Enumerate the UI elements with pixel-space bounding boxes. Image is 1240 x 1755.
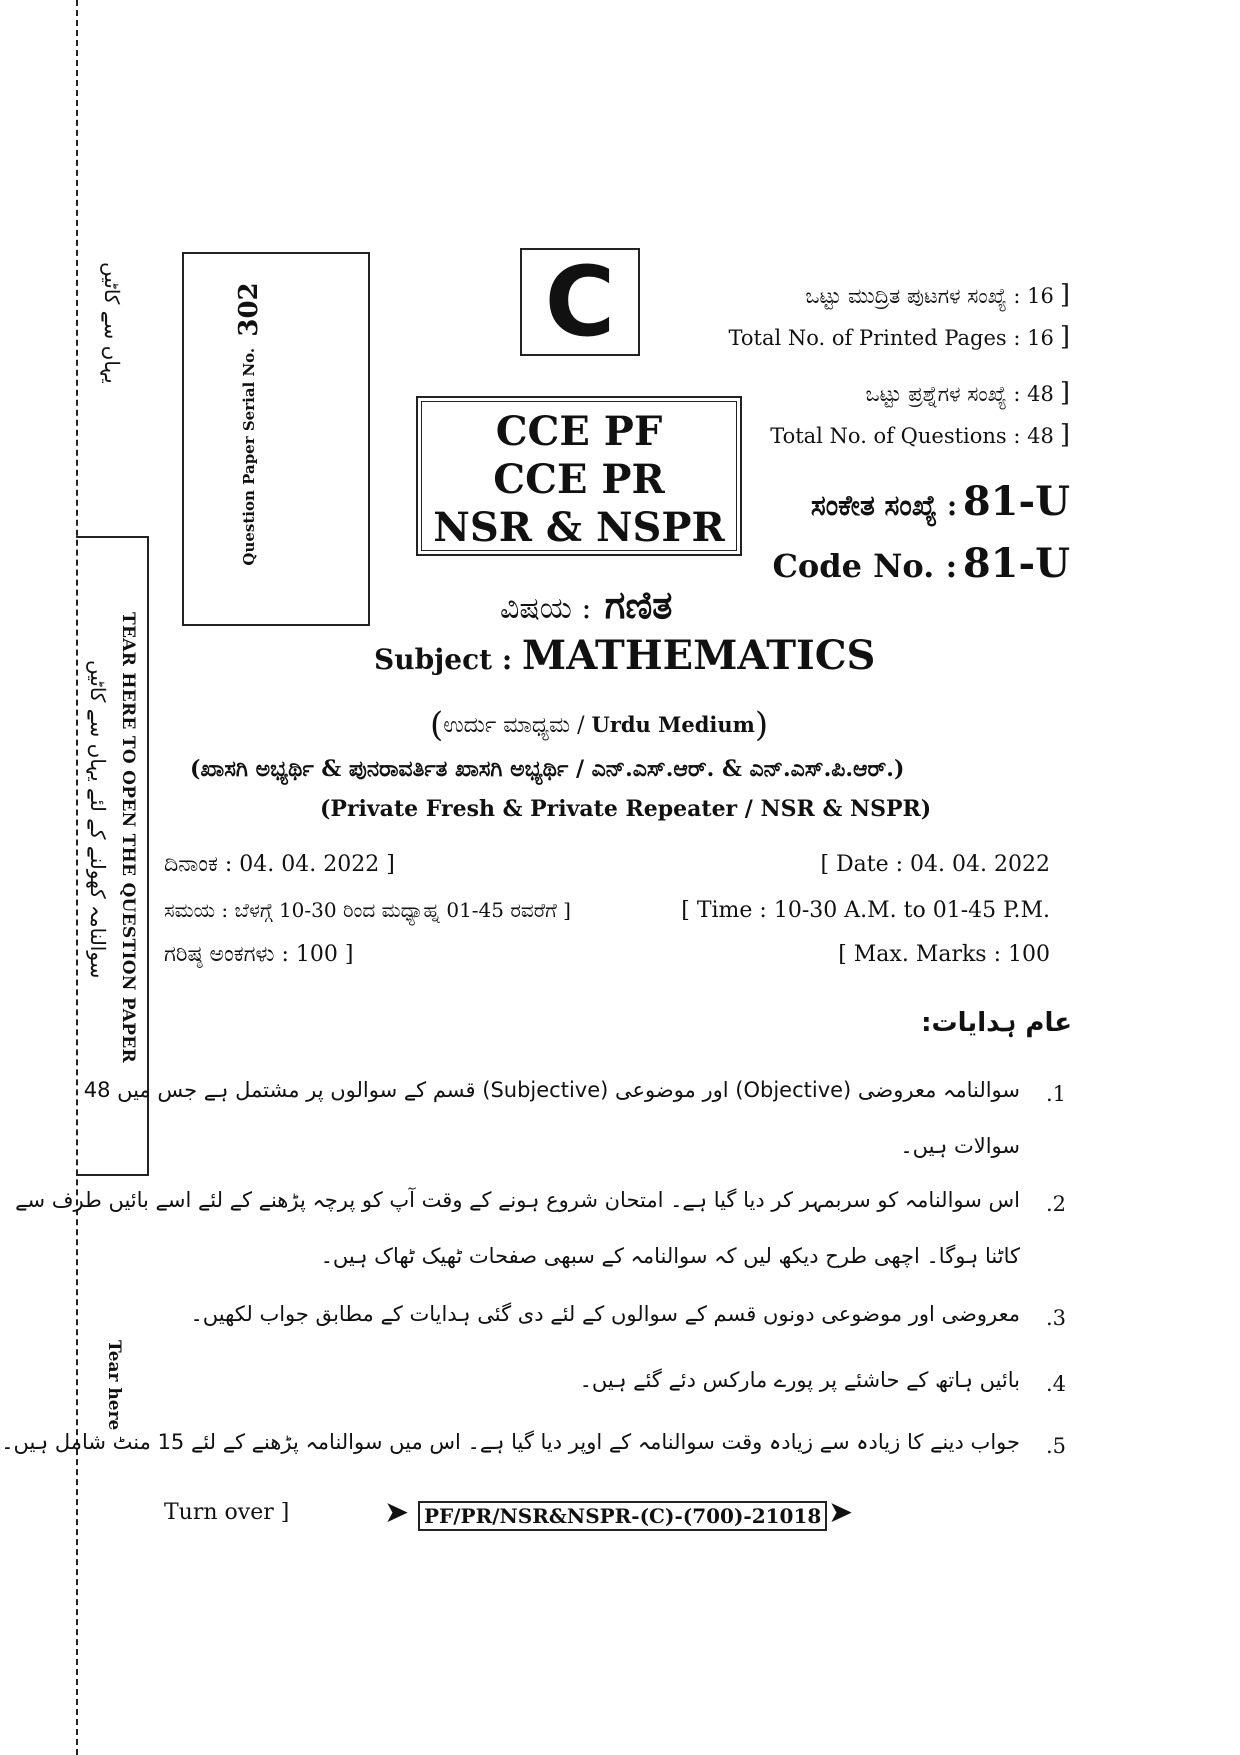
paper-code: PF/PR/NSR&NSPR-(C)-(700)-21018 xyxy=(418,1501,827,1531)
tear-here-label: Tear here xyxy=(104,1340,124,1431)
tear-open-urdu: سوالنامہ کھولنے کے لئے یہاں سے کاٹیں xyxy=(86,660,110,979)
candidates-en: (Private Fresh & Private Repeater / NSR & NSPR) xyxy=(320,796,932,822)
serial-number-box xyxy=(182,252,370,626)
serial-number: 302 xyxy=(234,282,264,337)
marks-kn: ಗರಿಷ್ಠ ಅಂಕಗಳು : 100 ] xyxy=(164,942,354,967)
candidates-kn: (ಖಾಸಗಿ ಅಭ್ಯರ್ಥಿ & ಪುನರಾವರ್ತಿತ ಖಾಸಗಿ ಅಭ್ಯರ್ಥಿ / ಎನ್.ಎಸ್.ಆರ್. & ಎನ್.ಎಸ್.ಪಿ.ಆರ್.) xyxy=(190,756,905,782)
exam-name-line: NSR & NSPR xyxy=(433,504,725,551)
instruction-number: .5 xyxy=(1046,1434,1067,1458)
exam-name-box xyxy=(416,396,742,556)
time-kn: ಸಮಯ : ಬೆಳಗ್ಗೆ 10-30 ರಿಂದ ಮಧ್ಯಾಹ್ನ 01-45 ರವರೆಗೆ ] xyxy=(164,898,571,922)
arrow-right-icon: ➤ xyxy=(828,1495,854,1530)
arrow-right-icon: ➤ xyxy=(384,1495,410,1530)
subject-en: Subject : MATHEMATICS xyxy=(374,632,876,679)
marks-en: [ Max. Marks : 100 xyxy=(838,942,1050,967)
version-letter: C xyxy=(544,246,616,358)
time-en: [ Time : 10-30 A.M. to 01-45 P.M. xyxy=(681,898,1050,923)
serial-label: Question Paper Serial No. xyxy=(240,347,258,566)
questions-kn: ಒಟ್ಟು ಪ್ರಶ್ನೆಗಳ ಸಂಖ್ಯೆ : 48 ] xyxy=(865,378,1070,408)
instruction-line: بائیں ہاتھ کے حاشئے پر پورے مارکس دئے گئے ہیں۔ xyxy=(579,1368,1020,1392)
instruction-number: .1 xyxy=(1046,1082,1067,1106)
instruction-line: اس سوالنامہ کو سربمہر کر دیا گیا ہے۔ امتحان شروع ہونے کے وقت آپ کو پرچہ پڑھنے کے لئے اسے بائیں طرف سے xyxy=(15,1188,1020,1212)
instruction-number: .2 xyxy=(1046,1192,1067,1216)
instruction-line: جواب دینے کا زیادہ سے زیادہ وقت سوالنامہ کے اوپر دیا گیا ہے۔ اس میں سوالنامہ پڑھنے کے لئے 15 منٹ شامل ہیں۔ xyxy=(1,1430,1020,1454)
version-letter-box xyxy=(520,248,640,356)
printed-pages-en: Total No. of Printed Pages : 16 ] xyxy=(728,322,1070,352)
medium-line: (ಉರ್ದು ಮಾಧ್ಯಮ / Urdu Medium) xyxy=(430,705,769,745)
instruction-line: سوالات ہیں۔ xyxy=(900,1134,1020,1158)
instruction-number: .3 xyxy=(1046,1306,1067,1330)
turn-over-label: Turn over ] xyxy=(164,1500,290,1525)
instruction-number: .4 xyxy=(1046,1372,1067,1396)
instruction-line: کاٹنا ہوگا۔ اچھی طرح دیکھ لیں کہ سوالنامہ کے سبھی صفحات ٹھیک ٹھاک ہیں۔ xyxy=(320,1244,1020,1268)
exam-name-line: CCE PF xyxy=(495,408,663,455)
instruction-line: سوالنامہ معروضی (Objective) اور موضوعی (Subjective) قسم کے سوالوں پر مشتمل ہے جس میں 48 xyxy=(83,1078,1020,1102)
tear-open-label: TEAR HERE TO OPEN THE QUESTION PAPER xyxy=(118,612,138,1063)
date-kn: ದಿನಾಂಕ : 04. 04. 2022 ] xyxy=(164,852,395,877)
code-number-en: Code No. : 81-U xyxy=(772,540,1070,587)
date-en: [ Date : 04. 04. 2022 xyxy=(820,852,1050,877)
instructions-heading: عام ہدایات: xyxy=(921,1008,1072,1038)
instruction-line: معروضی اور موضوعی دونوں قسم کے سوالوں کے لئے دی گئی ہدایات کے مطابق جواب لکھیں۔ xyxy=(190,1302,1020,1326)
questions-en: Total No. of Questions : 48 ] xyxy=(770,420,1070,450)
code-number-kn: ಸಂಕೇತ ಸಂಖ್ಯೆ : 81-U xyxy=(810,478,1070,525)
exam-name-line: CCE PR xyxy=(493,456,665,503)
tear-strip-urdu-top: یہاں سے کاٹیں xyxy=(100,262,124,384)
printed-pages-kn: ಒಟ್ಟು ಮುದ್ರಿತ ಪುಟಗಳ ಸಂಖ್ಯೆ : 16 ] xyxy=(805,280,1070,310)
subject-kn: ವಿಷಯ : ಗಣಿತ xyxy=(500,582,673,627)
